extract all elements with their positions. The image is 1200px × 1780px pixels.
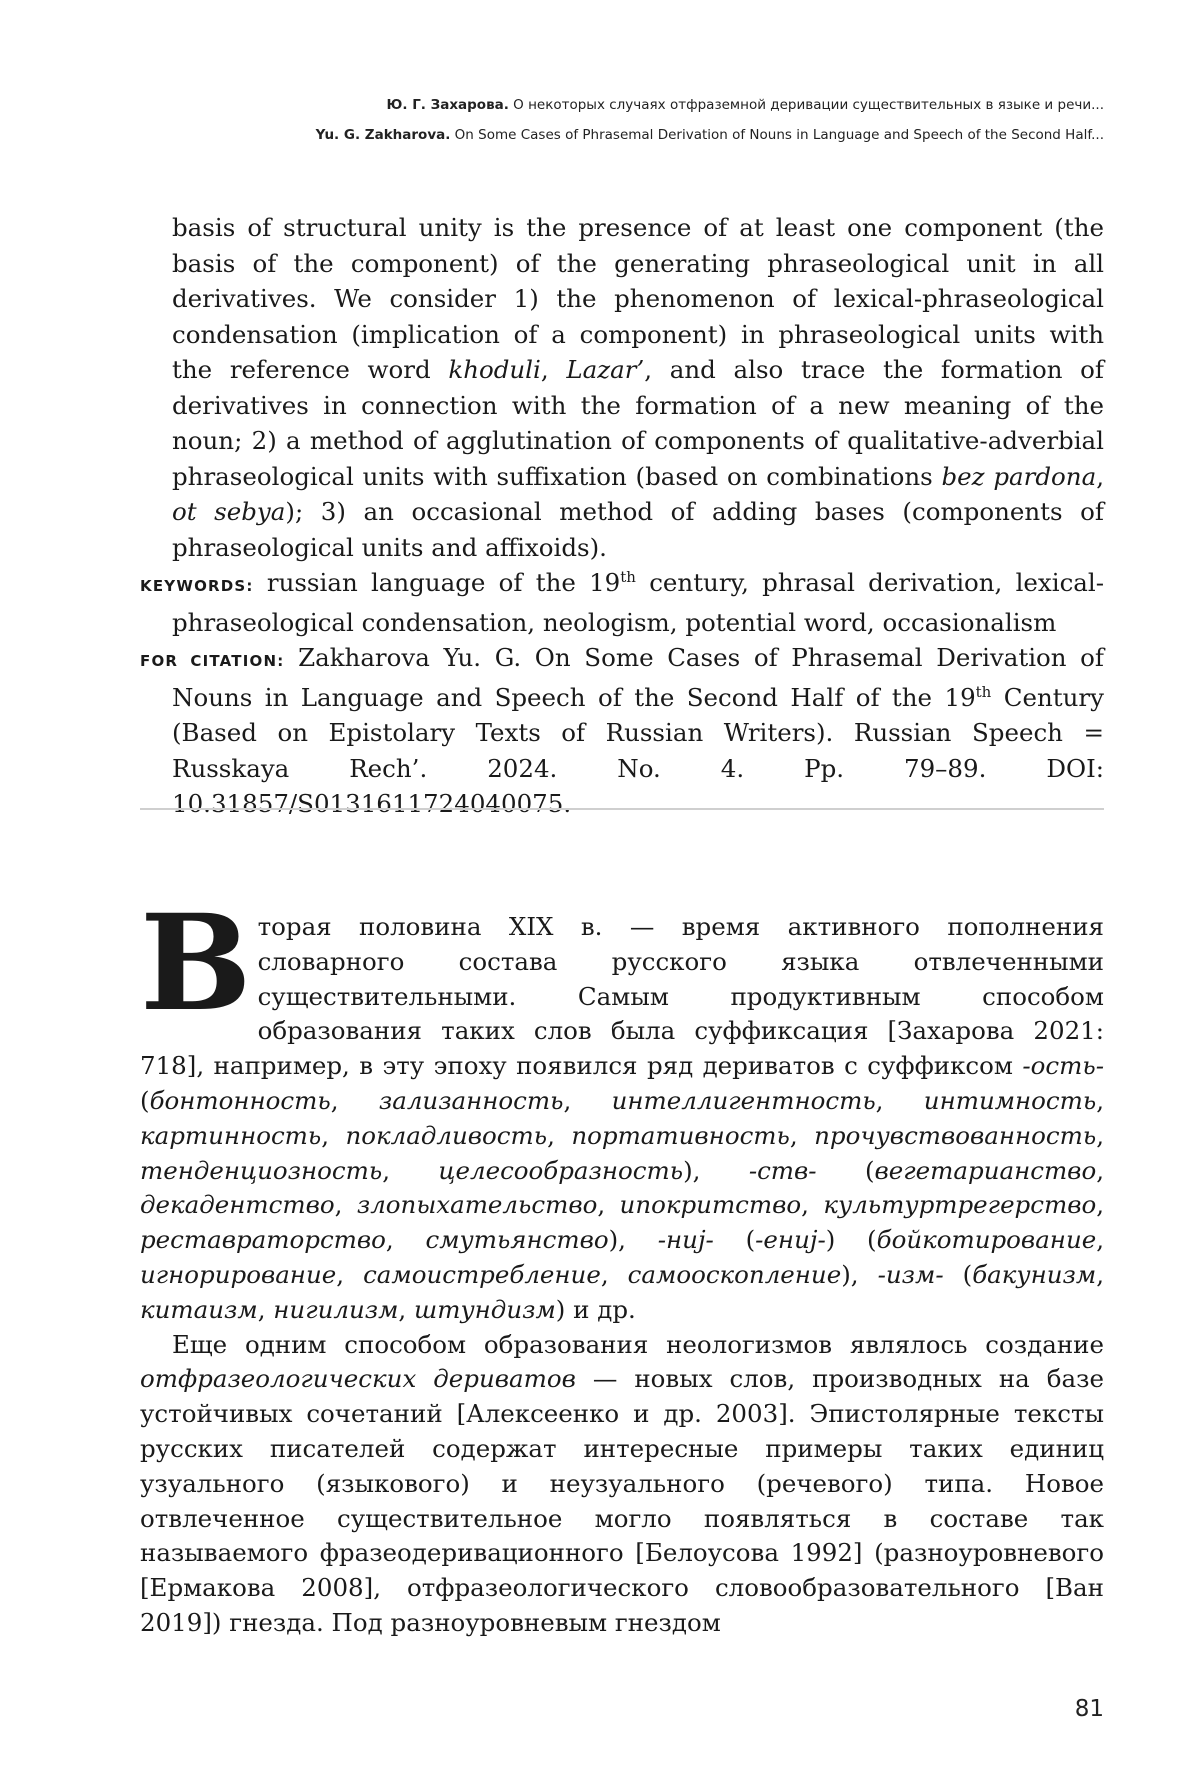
article-body <box>140 886 1105 1641</box>
abstract <box>140 210 1104 822</box>
running-head-en-author: Yu. G. Zakharova. <box>315 127 451 143</box>
page-number: 81 <box>1074 1696 1104 1722</box>
running-head-ru-author: Ю. Г. Захарова. <box>386 97 509 113</box>
abstract-paragraph: basis of structural unity is the presence of at least one component (the basis of the component) of the generating phraseological unit in all derivatives. We consider 1) the phenomenon of lexical-phraseological condensation (implication of a component) in phraseological units with the reference word khoduli, Lazar’, and also trace the formation of derivatives in connection with the formation of a new meaning of the noun; 2) a method of agglutination of components of qualitative-adverbial phraseological units with suffixation (based on combinations bez pardona, ot sebya); 3) an occasional method of adding bases (components of phraseological units and affixoids). <box>172 213 1104 562</box>
running-head-en-title: On Some Cases of Phrasemal Derivation of Nouns in Language and Speech of the Second Half... <box>454 127 1104 143</box>
body-paragraph-1: Вторая половина XIX в. — время активного пополнения словарного состава русского языка отвлеченными существительными. Самым продуктивным способом образования таких слов была суффиксация [Захарова 2021: 718], например, в эту эпоху появился ряд дериватов с суффиксом -ость- (бонтонность, зализанность, интеллигентность, интимность, картинность, покладливость, портативность, прочувствованность, тенденциозность, целесообразность), -ств- (вегетарианство, декадентство, злопыхательство, ипокритство, культуртрегерство, реставраторство, смутьянство), -ниj- (-ениj-) (бойкотирование, игнорирование, самоистребление, самооскопление), -изм- (бакунизм, китаизм, нигилизм, штундизм) и др. <box>140 886 1105 1324</box>
running-head-ru <box>316 90 1104 120</box>
body-paragraph-2: Еще одним способом образования неологизмов являлось создание отфразеологических дериватов — новых слов, производных на базе устойчивых сочетаний [Алексеенко и др. 2003]. Эпистолярные тексты русских писателей содержат интересные примеры таких единиц узуального (языкового) и неузуального (речевого) типа. Новое отвлеченное существительное могло появляться в составе так называемого фразеодеривационного [Белоусова 1992] (разноуровневого [Ермакова 2008], отфразеологического словообразовательного [Ван 2019]) гнезда. Под разноуровневым гнездом <box>140 1329 1104 1637</box>
running-head <box>316 90 1104 150</box>
running-head-en <box>316 120 1104 150</box>
running-head-ru-title: О некоторых случаях отфраземной деривации существительных в языке и речи... <box>513 97 1104 113</box>
keywords: KEYWORDS: russian language of the 19th century, phrasal derivation, lexical-phraseological condensation, neologism, potential word, occasionalism <box>140 567 1105 637</box>
citation: FOR CITATION: Zakharova Yu. G. On Some Cases of Phrasemal Derivation of Nouns in Language and Speech of the Second Half of the 19th Century (Based on Epistolary Texts of Russian Writers). Russian Speech = Russkaya Rech’. 2024. No. 4. Pp. 79–89. DOI: 10.31857/S0131611724040075. <box>140 643 1105 818</box>
keywords-label: KEYWORDS: <box>140 577 254 595</box>
section-divider <box>140 808 1104 810</box>
drop-cap: В <box>140 886 252 1041</box>
citation-label: FOR CITATION: <box>140 652 285 670</box>
